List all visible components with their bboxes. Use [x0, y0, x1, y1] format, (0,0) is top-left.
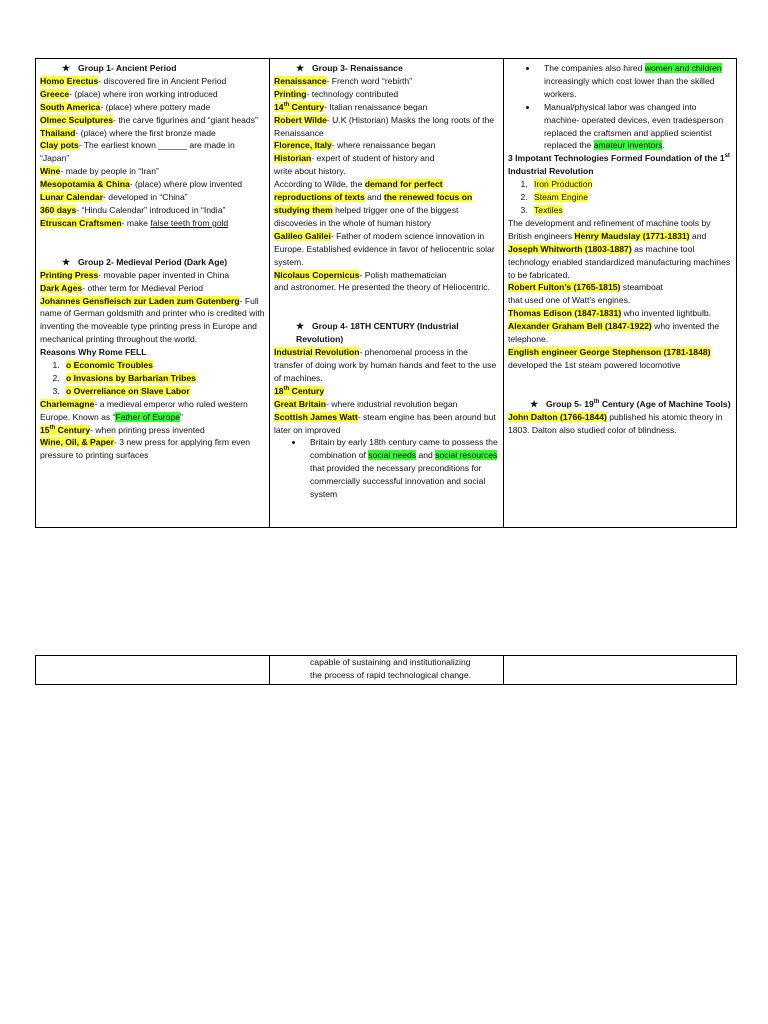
entry: Printing Press- movable paper invented in China [40, 269, 230, 280]
column-2-cell [270, 59, 504, 528]
continuation-table [35, 655, 737, 685]
column-1-cell [36, 59, 270, 528]
entry: Robert Fulton’s (1765-1815) steamboat [508, 282, 663, 293]
entry: Robert Wilde- U.K (Historian) Masks the long roots of the Renaissance [274, 114, 495, 138]
entry: Galileo Galilei- Father of modern science innovation in Europe. Established evidence in favor of heliocentric solar system. [274, 230, 495, 267]
entry: Charlemagne- a medieval emperor who ruled western Europe. Known as “Father of Europe” [40, 398, 248, 422]
entry: English engineer George Stephenson (1781-1848) developed the 1st steam powered locomotive [508, 346, 711, 370]
column-3-cell [504, 59, 737, 528]
entry: Etruscan Craftsmen- make false teeth from gold [40, 217, 229, 228]
list-item: 1. o Economic Troubles [62, 359, 265, 372]
group-1-heading: ★ Group 1- Ancient Period [62, 63, 177, 73]
entry: Printing- technology contributed [274, 88, 399, 99]
continuation-cell-2 [270, 656, 504, 685]
star-icon: ★ [62, 256, 71, 267]
technologies-list [508, 178, 732, 217]
entry: Nicolaus Copernicus- Polish mathematician [274, 269, 447, 280]
entry: 18th Century [274, 385, 325, 396]
entry: Florence, Italy- where renaissance began [274, 140, 436, 151]
bullet-list [274, 436, 499, 501]
star-icon: ★ [296, 63, 305, 73]
list-item: 2. o Invasions by Barbarian Tribes [62, 372, 265, 385]
entry: that used one of Watt’s engines. [508, 295, 631, 306]
list-item: 3. o Overreliance on Slave Labor [62, 385, 265, 398]
list-item: 2. Steam Engine [530, 191, 732, 204]
entry: Thailand- (place) where the first bronze made [40, 127, 216, 138]
entry: Historian- expert of student of history and [274, 153, 435, 164]
entry: John Dalton (1766-1844) published his atomic theory in 1803. Dalton also studied color of blindness. [508, 411, 723, 435]
list-item: • Manual/physical labor was changed into machine- operated devices, even tradesperson replaced the craftsmen and applied scientist replaced the amateur inventors. [538, 101, 732, 153]
entry: Dark Ages- other term for Medieval Period [40, 282, 204, 293]
entry: Greece- (place) where iron working introduced [40, 88, 218, 99]
continuation-cell-1 [36, 656, 270, 685]
entry: Wine, Oil, & Paper- 3 new press for applying firm even pressure to printing surfaces [40, 437, 251, 461]
entry: Scottish James Watt- steam engine has been around but later on improved [274, 411, 496, 435]
group-4-heading: ★ Group 4- 18TH CENTURY (Industrial Revolution) [296, 321, 459, 345]
list-item: 3. Textiles [530, 204, 732, 217]
entry: Lunar Calendar- developed in “China” [40, 192, 188, 203]
reasons-list [40, 359, 265, 398]
entry: Homo Erectus- discovered fire in Ancient Period [40, 75, 227, 86]
entry: Olmec Sculptures- the carve figurines and “giant heads” [40, 114, 258, 125]
group-3-heading: ★ Group 3- Renaissance [296, 63, 403, 73]
entry: Renaissance- French word “rebirth” [274, 75, 413, 86]
entry: Clay pots- The earliest known ______ are made in “Japan” [40, 140, 235, 164]
continuation-line: the process of rapid technological change. [310, 669, 471, 680]
entry: The development and refinement of machine tools by British engineers Henry Maudslay (1771-1831) and Joseph Whitworth (1803-1887) as machine tool technology enabled standardized manufacturing machines to be fabricated. [508, 217, 731, 280]
entry: write about history. [274, 166, 346, 177]
star-icon: ★ [296, 321, 305, 332]
technologies-heading: 3 Impotant Technologies Formed Foundation of the 1st Industrial Revolution [508, 153, 730, 177]
bullet-list [508, 62, 732, 152]
entry: South America- (place) where pottery made [40, 101, 211, 112]
star-icon: ★ [530, 398, 539, 409]
continuation-cell-3 [504, 656, 737, 685]
entry: Industrial Revolution- phenomenal process in the transfer of doing work by human hands and feet to the use of machines. [274, 347, 497, 383]
list-item: • The companies also hired women and children increasingly which cost lower than the skilled workers. [538, 62, 732, 101]
group-5-heading: ★ Group 5- 19th Century (Age of Machine Tools) [530, 398, 731, 409]
reasons-heading: Reasons Why Rome FELL [40, 347, 147, 358]
entry: Thomas Edison (1847-1831) who invented lightbulb. [508, 308, 712, 319]
entry: Great Britain- where industrial revolution began [274, 398, 458, 409]
entry: and astronomer. He presented the theory of Heliocentric. [274, 282, 490, 293]
entry: Wine- made by people in “Iran” [40, 166, 159, 177]
entry: Johannes Gensfleisch zur Laden zum Gutenberg- Full name of German goldsmith and printer who is credited with inventing the moveable type printing press in Europe and mechanical printing throughout the world. [40, 295, 265, 345]
list-item: • Britain by early 18th century came to possess the combination of social needs and social resources that provided the necessary preconditions for commercially successful innovation and social system [304, 436, 499, 501]
group-2-heading: ★ Group 2- Medieval Period (Dark Age) [62, 256, 228, 267]
notes-table [35, 58, 737, 528]
entry: 14th Century- Italian renaissance began [274, 101, 428, 112]
list-item: 1. Iron Production [530, 178, 732, 191]
entry: 360 days- “Hindu Calendar” introduced in “India” [40, 204, 226, 215]
entry: 15th Century- when printing press invented [40, 424, 205, 435]
continuation-line: capable of sustaining and institutionalizing [310, 657, 471, 667]
entry: Mesopotamia & China- (place) where plow invented [40, 179, 243, 190]
star-icon: ★ [62, 63, 71, 73]
entry: According to Wilde, the demand for perfect reproductions of texts and the renewed focus on studying them helped trigger one of the biggest discoveries in the whole of human history [274, 179, 473, 228]
entry: Alexander Graham Bell (1847-1922) who invented the telephone. [508, 321, 720, 345]
